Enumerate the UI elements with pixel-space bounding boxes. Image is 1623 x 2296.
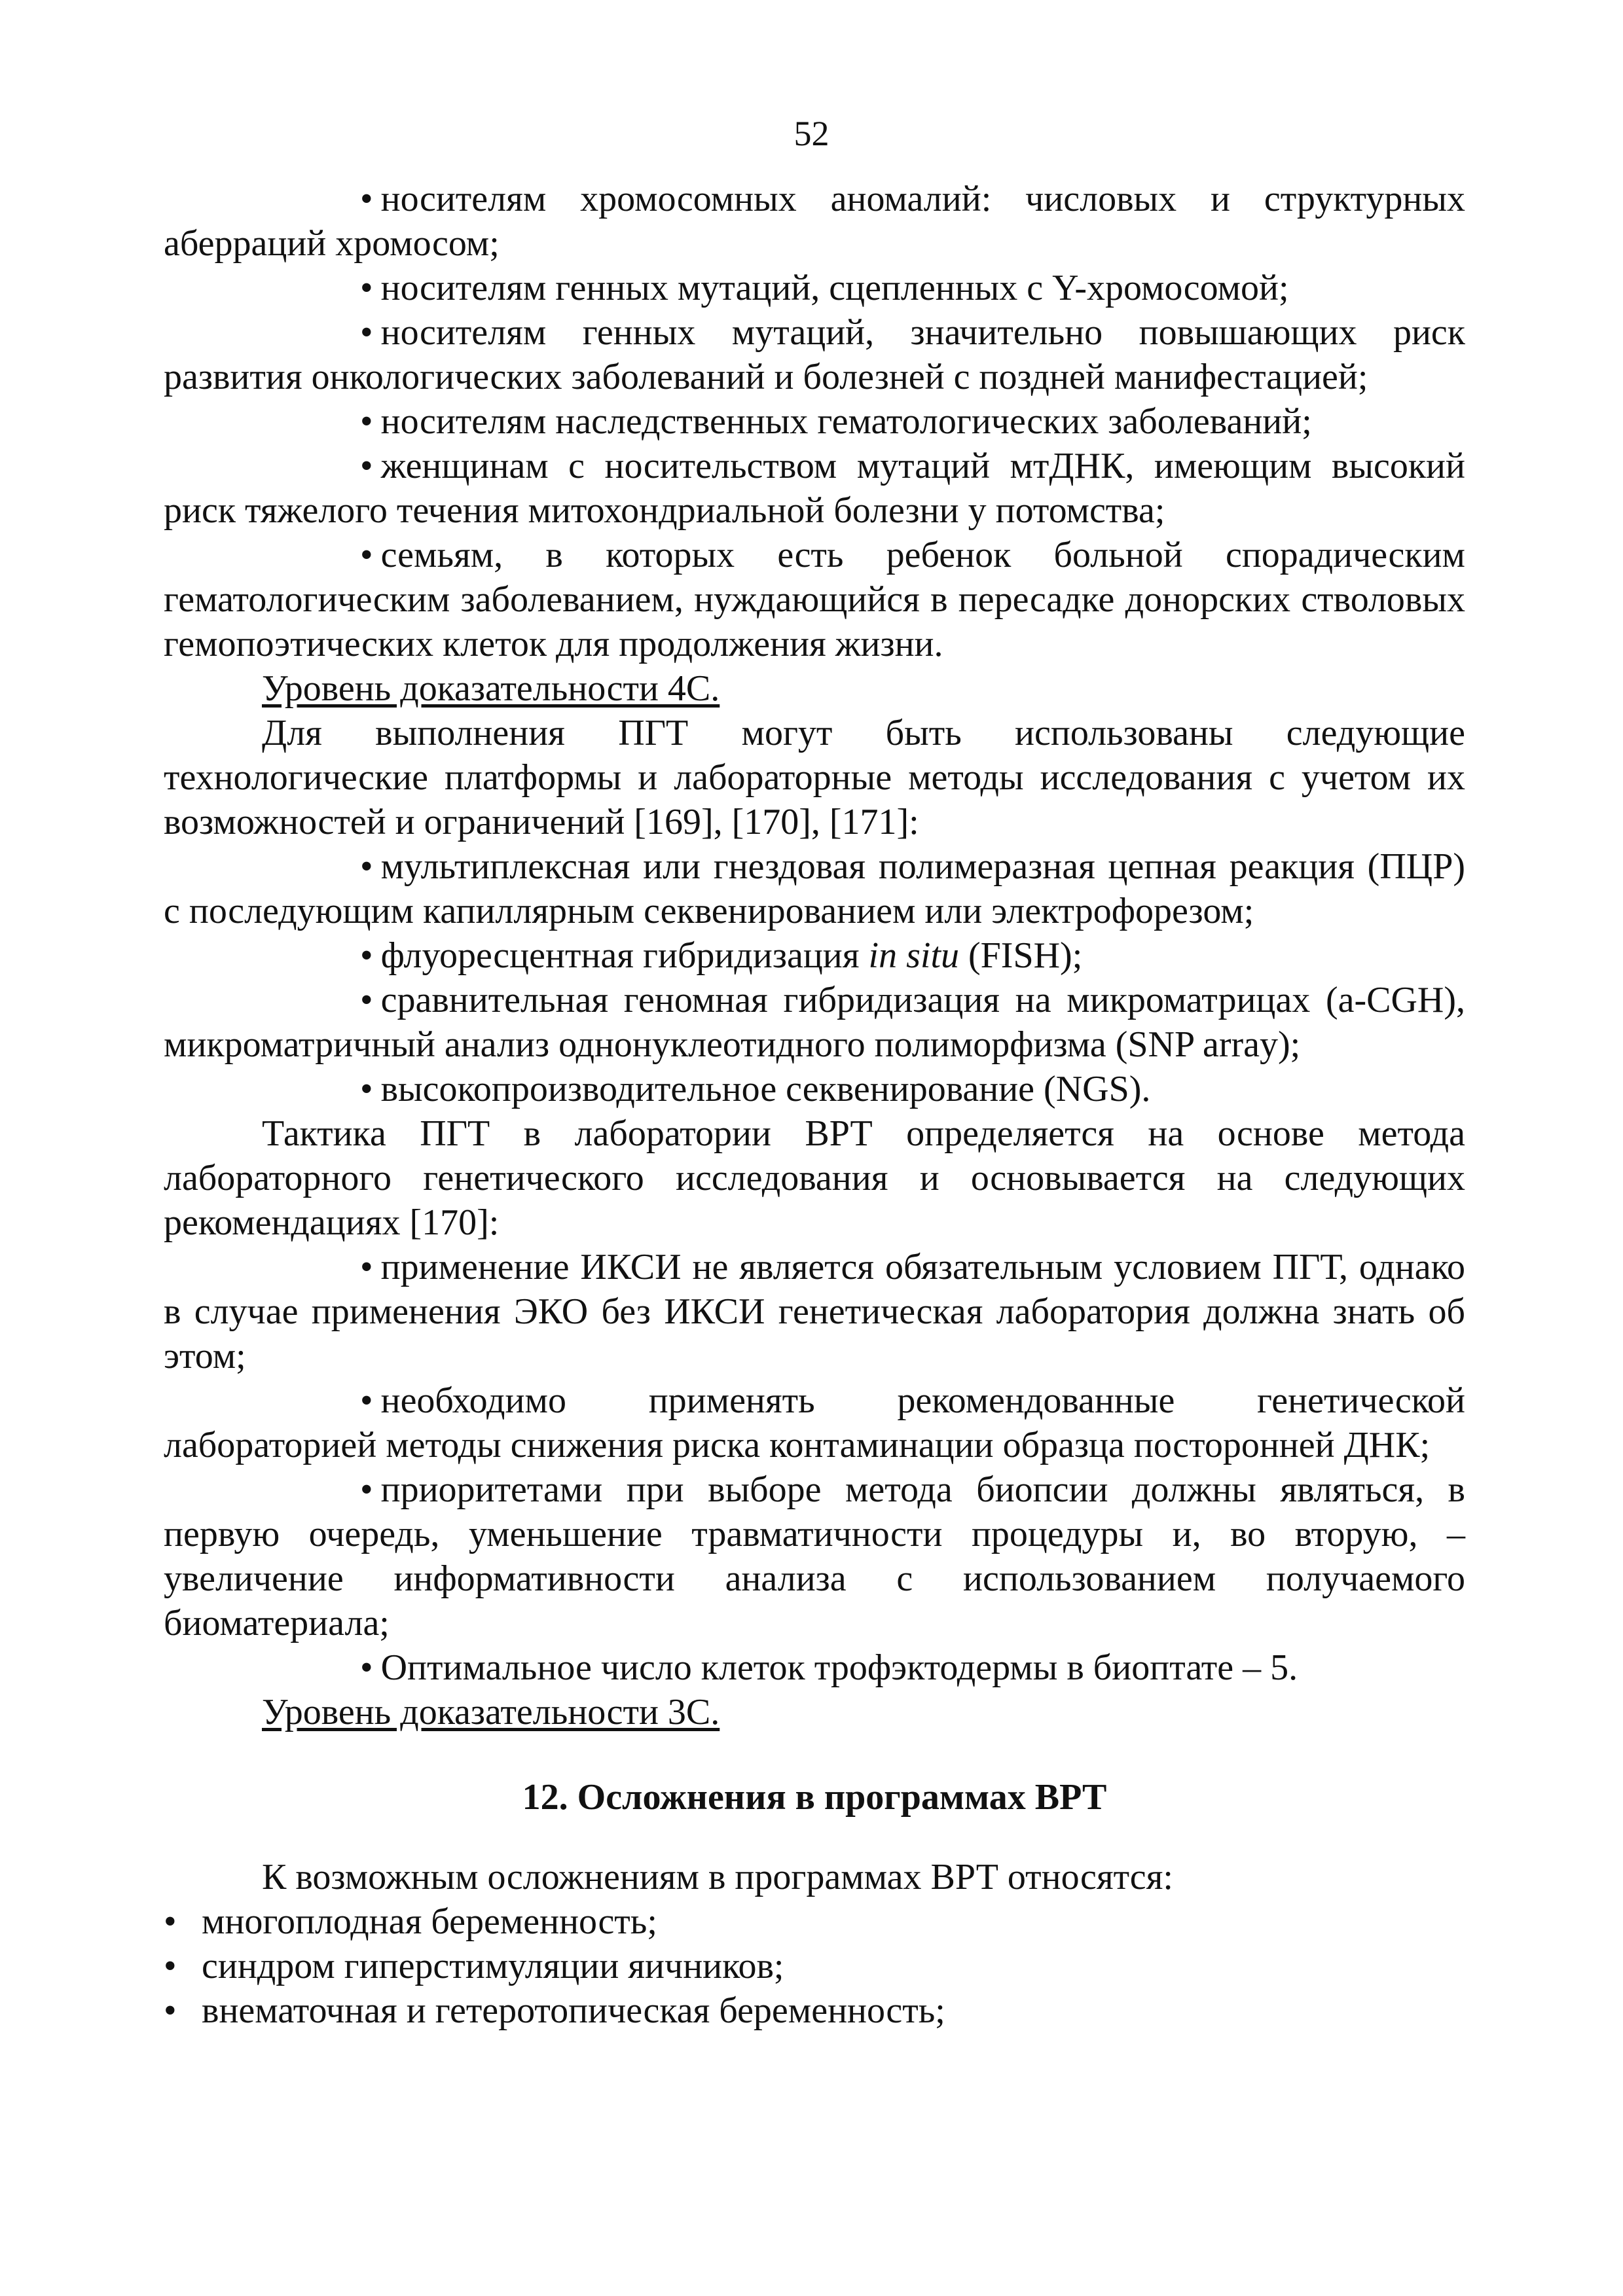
item-text: женщинам с носительством мутаций мтДНК, имеющим высокий риск тяжелого течения митохондриальной болезни у потомства; <box>164 446 1465 531</box>
item-text: синдром гиперстимуляции яичников; <box>202 1946 784 1986</box>
indication-item <box>164 533 1465 666</box>
complication-item <box>164 1944 1465 1988</box>
recommendation-item <box>164 1245 1465 1378</box>
method-item <box>164 1067 1465 1111</box>
item-text: семьям, в которых есть ребенок больной спорадическим гематологическим заболеванием, нуждающийся в пересадке донорских стволовых гемопоэтических клеток для продолжения жизни. <box>164 535 1465 664</box>
evidence-level: Уровень доказательности 3С. <box>262 1692 720 1732</box>
tactics-intro: Тактика ПГТ в лаборатории ВРТ определяется на основе метода лабораторного генетического исследования и основывается на следующих рекомендациях [170]: <box>164 1113 1465 1243</box>
page-number: 52 <box>793 114 830 153</box>
bullet-icon: • <box>360 935 373 976</box>
item-text: внематочная и гетеротопическая беременность; <box>202 1990 945 2031</box>
item-text: необходимо применять рекомендованные генетической лабораторией методы снижения риска контаминации образца посторонней ДНК; <box>164 1380 1465 1465</box>
item-text: применение ИКСИ не является обязательным условием ПГТ, однако в случае применения ЭКО без ИКСИ генетическая лаборатория должна знать об этом; <box>164 1247 1465 1376</box>
item-text: носителям генных мутаций, сцепленных с Y-хромосомой; <box>380 268 1289 308</box>
item-text: носителям наследственных гематологических заболеваний; <box>380 401 1312 442</box>
complications-intro: К возможным осложнениям в программах ВРТ относятся: <box>262 1857 1173 1897</box>
bullet-icon: • <box>360 1647 373 1688</box>
bullet-icon: • <box>164 1946 177 1986</box>
section-heading: 12. Осложнения в программах ВРТ <box>522 1777 1107 1818</box>
evidence-level: Уровень доказательности 4С. <box>262 668 720 709</box>
item-text: Оптимальное число клеток трофэктодермы в биоптате – 5. <box>380 1647 1298 1688</box>
bullet-icon: • <box>360 1469 373 1510</box>
bullet-icon: • <box>164 1901 177 1942</box>
bullet-icon: • <box>360 268 373 308</box>
method-item <box>164 978 1465 1067</box>
item-text: высокопроизводительное секвенирование (NGS). <box>380 1069 1151 1109</box>
method-item <box>164 933 1465 978</box>
document-body <box>164 177 1465 2033</box>
item-text: мультиплексная или гнездовая полимеразная цепная реакция (ПЦР) с последующим капиллярным секвенированием или электрофорезом; <box>164 846 1465 931</box>
recommendation-item <box>164 1378 1465 1467</box>
item-text: приоритетами при выборе метода биопсии должны являться, в первую очередь, уменьшение травматичности процедуры и, во вторую, – увеличение информативности анализа с использованием получаемого биоматериала; <box>164 1469 1465 1643</box>
item-text-italic: in situ <box>868 935 960 976</box>
item-text: многоплодная беременность; <box>202 1901 657 1942</box>
recommendation-item <box>164 1467 1465 1645</box>
item-text: носителям хромосомных аномалий: числовых и структурных аберраций хромосом; <box>164 179 1465 264</box>
bullet-icon: • <box>360 446 373 486</box>
bullet-icon: • <box>360 980 373 1020</box>
indication-item <box>164 310 1465 399</box>
bullet-icon: • <box>164 1990 177 2031</box>
complication-item <box>164 1899 1465 1944</box>
bullet-icon: • <box>360 401 373 442</box>
item-text: сравнительная геномная гибридизация на микроматрицах (a-CGH), микроматричный анализ однонуклеотидного полиморфизма (SNP array); <box>164 980 1465 1065</box>
bullet-icon: • <box>360 1069 373 1109</box>
indication-item <box>164 399 1465 444</box>
method-item <box>164 844 1465 933</box>
methods-intro: Для выполнения ПГТ могут быть использованы следующие технологические платформы и лабораторные методы исследования с учетом их возможностей и ограничений [169], [170], [171]: <box>164 713 1465 842</box>
item-text-before: флуоресцентная гибридизация <box>380 935 869 976</box>
bullet-icon: • <box>360 179 373 219</box>
bullet-icon: • <box>360 1380 373 1421</box>
bullet-icon: • <box>360 312 373 353</box>
bullet-icon: • <box>360 846 373 887</box>
indication-item <box>164 266 1465 310</box>
complication-item <box>164 1988 1465 2033</box>
item-text-after: (FISH); <box>959 935 1083 976</box>
bullet-icon: • <box>360 535 373 575</box>
bullet-icon: • <box>360 1247 373 1287</box>
indication-item <box>164 444 1465 533</box>
recommendation-item <box>164 1645 1465 1690</box>
indication-item <box>164 177 1465 266</box>
item-text: носителям генных мутаций, значительно повышающих риск развития онкологических заболеваний и болезней с поздней манифестацией; <box>164 312 1465 397</box>
